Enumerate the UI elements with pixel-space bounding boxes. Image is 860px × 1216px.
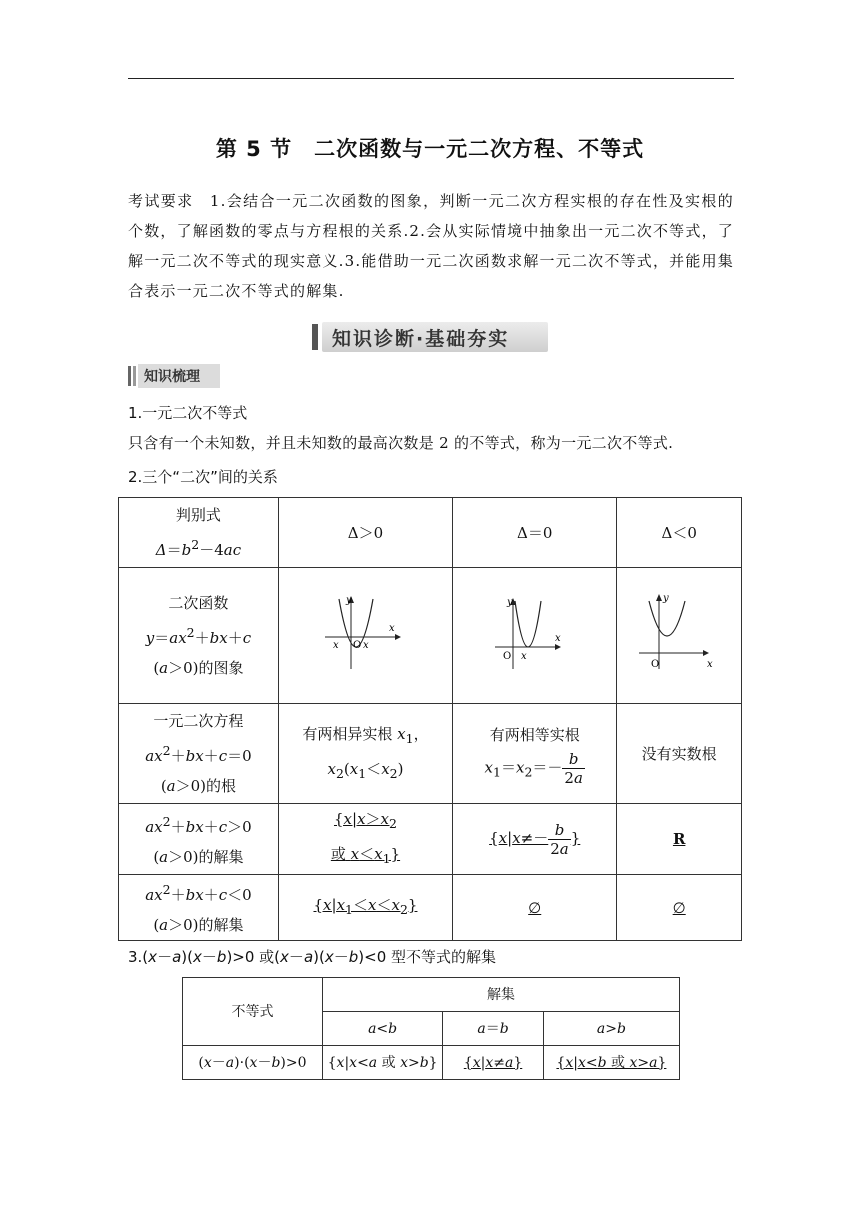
- top-rule: [128, 78, 734, 79]
- parabola-two-roots-graph: [325, 591, 405, 671]
- parabola-one-root-graph: [495, 591, 575, 671]
- svg-text:x: x: [520, 650, 527, 662]
- heading-3: 3.(x－a)(x－b)>0 或(x－a)(x－b)<0 型不等式的解集: [128, 948, 497, 966]
- greater-than-zero-label: $ax^2+bx+c>0$ (a＞0)的解集: [119, 804, 279, 875]
- page-title: 第 5 节 二次函数与一元二次方程、不等式: [215, 137, 645, 161]
- lt-solution-one-root: ∅: [453, 875, 617, 941]
- delta-positive-header: Δ＞0: [278, 498, 452, 568]
- svg-text:x: x: [707, 658, 713, 670]
- less-than-zero-label: $ax^2+bx+c<0$ (a＞0)的解集: [119, 875, 279, 941]
- solution-column-header: 解集: [322, 978, 679, 1012]
- graph-no-root: [617, 568, 742, 704]
- solution-a-less-b: {x|x<a 或 x>b}: [322, 1046, 442, 1080]
- lt-solution-two-roots: $\{x|x_1<x<x_2\}$: [278, 875, 452, 941]
- case-a-equals-b: a＝b: [443, 1012, 544, 1046]
- sub-banner: [128, 364, 218, 388]
- svg-text:y: y: [346, 594, 353, 606]
- parabola-no-root-graph: [639, 591, 719, 671]
- svg-text:O: O: [502, 650, 511, 662]
- lt-solution-no-root: ∅: [617, 875, 742, 941]
- graph-two-roots: [278, 568, 452, 704]
- gt-solution-one-root: {x|x≠－ $\frac{b}{2a}$ }: [453, 804, 617, 875]
- solution-a-equals-b: {x|x≠a}: [443, 1046, 544, 1080]
- section-banner: [312, 322, 548, 352]
- svg-text:x: x: [554, 632, 561, 644]
- svg-text:O: O: [651, 658, 660, 670]
- heading-2: 2.三个“二次”间的关系: [128, 468, 278, 486]
- discriminant-label: 判别式 $\Delta=b^2-4ac$: [119, 498, 279, 568]
- heading-1: 1.一元二次不等式: [128, 404, 248, 422]
- gt-solution-two-roots: {$x|x>x_2$ 或 $x<x_1$}: [278, 804, 452, 875]
- two-distinct-roots-cell: 有两相异实根 $x_1$， $x_2(x_1<x_2)$: [278, 704, 452, 804]
- case-a-greater-b: a>b: [543, 1012, 679, 1046]
- quadratic-function-label: 二次函数 $y=ax^2+bx+c$ (a＞0)的图象: [119, 568, 279, 704]
- svg-text:O: O: [353, 639, 362, 651]
- sub-banner-text: 知识梳理: [144, 369, 200, 385]
- svg-text:x: x: [363, 639, 370, 651]
- relation-table: [118, 497, 742, 941]
- case-a-less-b: a<b: [322, 1012, 442, 1046]
- graph-one-root: [453, 568, 617, 704]
- inequality-gt-zero: (x－a)·(x－b)>0: [183, 1046, 323, 1080]
- svg-text:x: x: [333, 639, 340, 651]
- delta-zero-header: Δ＝0: [453, 498, 617, 568]
- no-real-roots-cell: 没有实数根: [617, 704, 742, 804]
- svg-text:y: y: [663, 592, 669, 604]
- delta-negative-header: Δ＜0: [617, 498, 742, 568]
- inequality-column-header: 不等式: [183, 978, 323, 1046]
- quadratic-equation-label: 一元二次方程 $ax^2+bx+c=0$ (a＞0)的根: [119, 704, 279, 804]
- gt-solution-no-root: R: [617, 804, 742, 875]
- exam-requirements: 考试要求 1.会结合一元二次函数的图象，判断一元二次方程实根的存在性及实根的个数，了解函数的零点与方程根的关系.2.会从实际情境中抽象出一元二次不等式，了解一元二次不等式的现实意义.3.能借助一元二次函数求解一元二次不等式，并能用集合表示一元二次不等式的解集.: [128, 192, 734, 300]
- section-banner-text: 知识诊断·基础夯实: [332, 328, 510, 350]
- factored-inequality-table: [182, 977, 680, 1080]
- two-equal-roots-cell: 有两相等实根 $x_1=x_2=-$ $\frac{b}{2a}$: [453, 704, 617, 804]
- solution-a-greater-b: {x|x<b 或 x>a}: [543, 1046, 679, 1080]
- svg-text:y: y: [506, 596, 513, 608]
- svg-text:x: x: [389, 622, 396, 634]
- definition-text: 只含有一个未知数，并且未知数的最高次数是 2 的不等式，称为一元二次不等式.: [128, 434, 674, 452]
